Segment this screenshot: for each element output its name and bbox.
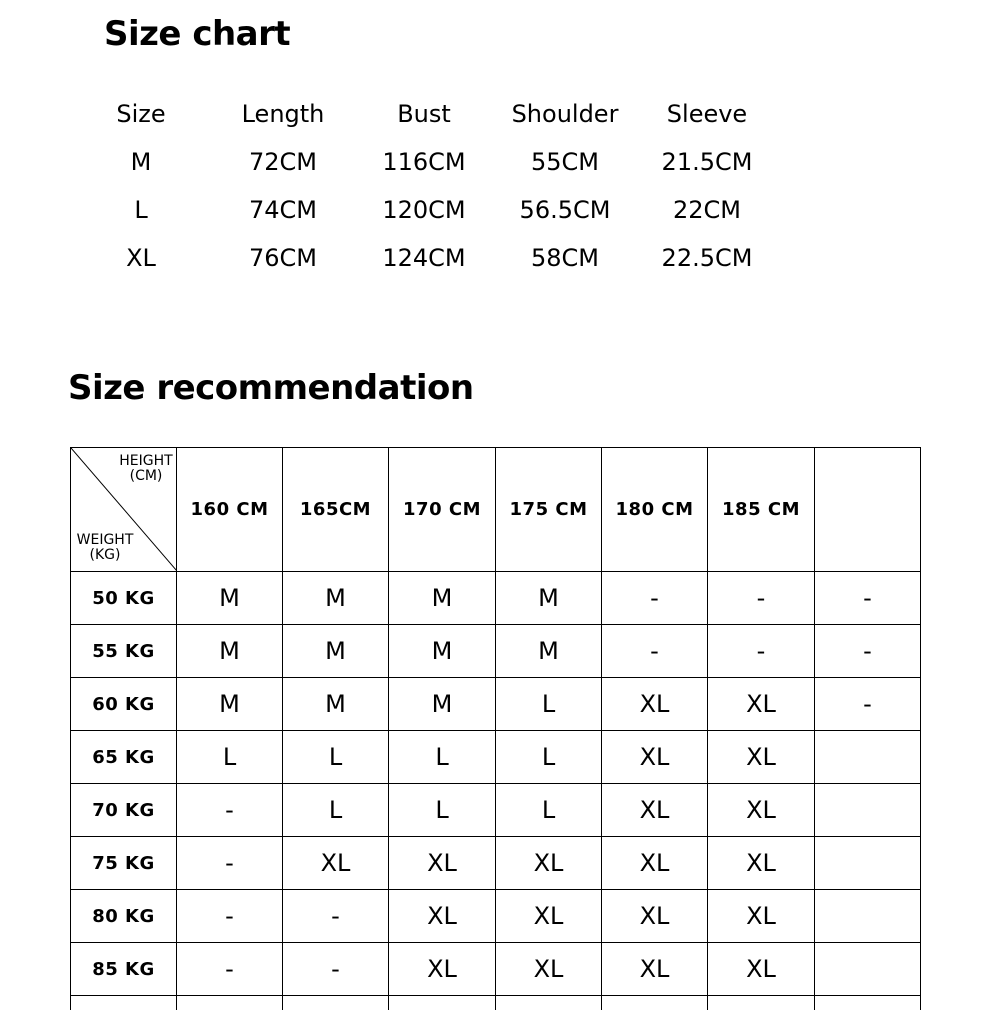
- size-cell: -: [708, 572, 815, 625]
- table-row-partial: [71, 996, 921, 1010]
- table-row: [71, 572, 921, 625]
- size-cell: M: [389, 572, 496, 625]
- empty-cell: [815, 996, 921, 1010]
- size-cell: XL: [496, 837, 602, 890]
- empty-cell: [389, 996, 496, 1010]
- size-cell: XL: [283, 837, 389, 890]
- size-cell: XL: [708, 943, 815, 996]
- size-cell: L: [389, 731, 496, 784]
- height-column-header: [815, 448, 921, 572]
- weight-unit: (KG): [89, 547, 121, 563]
- height-column-header: 170 CM: [389, 448, 496, 572]
- empty-cell: [177, 996, 283, 1010]
- corner-cell: [71, 448, 177, 572]
- size-cell: M: [389, 625, 496, 678]
- size-cell: XL: [602, 731, 708, 784]
- size-cell: [815, 943, 921, 996]
- chart-value-cell: 116CM: [382, 148, 466, 176]
- size-cell: M: [496, 572, 602, 625]
- chart-value-cell: 56.5CM: [519, 196, 611, 224]
- chart-value-cell: 74CM: [248, 196, 317, 224]
- size-cell: L: [496, 678, 602, 731]
- chart-header-cell: Size: [116, 100, 166, 128]
- size-cell: -: [708, 625, 815, 678]
- size-cell: XL: [602, 678, 708, 731]
- table-row: [71, 837, 921, 890]
- height-column-header: 185 CM: [708, 448, 815, 572]
- size-cell: M: [496, 625, 602, 678]
- table-row: [71, 784, 921, 837]
- size-cell: M: [283, 625, 389, 678]
- table-row: [71, 890, 921, 943]
- size-cell: M: [283, 572, 389, 625]
- size-cell: XL: [496, 943, 602, 996]
- chart-header-cell: Bust: [397, 100, 451, 128]
- size-cell: XL: [602, 890, 708, 943]
- chart-size-cell: M: [130, 148, 152, 176]
- height-label: HEIGHT: [119, 453, 173, 469]
- empty-cell: [71, 996, 177, 1010]
- chart-value-cell: 120CM: [382, 196, 466, 224]
- size-cell: M: [177, 678, 283, 731]
- size-cell: -: [815, 572, 921, 625]
- weight-row-header: 55 KG: [71, 625, 177, 678]
- size-cell: -: [602, 625, 708, 678]
- chart-value-cell: 76CM: [248, 244, 317, 272]
- empty-cell: [283, 996, 389, 1010]
- chart-header-cell: Sleeve: [666, 100, 748, 128]
- chart-header-cell: Length: [241, 100, 325, 128]
- chart-header-cell: Shoulder: [511, 100, 619, 128]
- size-cell: -: [177, 890, 283, 943]
- size-cell: XL: [602, 784, 708, 837]
- empty-cell: [496, 996, 602, 1010]
- size-recommendation-table: [70, 447, 921, 1010]
- size-cell: -: [602, 572, 708, 625]
- height-column-header: 160 CM: [177, 448, 283, 572]
- table-row: [71, 943, 921, 996]
- height-column-header: 165CM: [283, 448, 389, 572]
- weight-row-header: 80 KG: [71, 890, 177, 943]
- size-cell: XL: [602, 943, 708, 996]
- size-cell: XL: [389, 837, 496, 890]
- size-cell: L: [496, 784, 602, 837]
- chart-value-cell: 21.5CM: [661, 148, 753, 176]
- chart-value-cell: 55CM: [530, 148, 599, 176]
- chart-value-cell: 58CM: [530, 244, 599, 272]
- height-unit: (CM): [129, 468, 163, 484]
- size-cell: -: [815, 625, 921, 678]
- weight-axis-label: [73, 533, 137, 563]
- table-row: [71, 678, 921, 731]
- chart-size-cell: XL: [126, 244, 156, 272]
- weight-row-header: 70 KG: [71, 784, 177, 837]
- chart-size-cell: L: [134, 196, 148, 224]
- size-cell: XL: [602, 837, 708, 890]
- size-cell: -: [177, 943, 283, 996]
- size-cell: L: [177, 731, 283, 784]
- size-cell: -: [283, 943, 389, 996]
- size-cell: [815, 837, 921, 890]
- chart-value-cell: 22CM: [672, 196, 741, 224]
- weight-row-header: 85 KG: [71, 943, 177, 996]
- size-cell: [815, 890, 921, 943]
- size-cell: XL: [708, 890, 815, 943]
- weight-row-header: 75 KG: [71, 837, 177, 890]
- weight-row-header: 60 KG: [71, 678, 177, 731]
- size-cell: XL: [708, 678, 815, 731]
- size-recommendation-title: Size recommendation: [68, 368, 474, 408]
- size-cell: L: [283, 784, 389, 837]
- size-cell: L: [496, 731, 602, 784]
- chart-value-cell: 72CM: [248, 148, 317, 176]
- size-cell: XL: [389, 943, 496, 996]
- table-row: [71, 625, 921, 678]
- empty-cell: [708, 996, 815, 1010]
- size-cell: [815, 731, 921, 784]
- size-cell: M: [389, 678, 496, 731]
- size-cell: -: [283, 890, 389, 943]
- size-chart-title: Size chart: [104, 14, 291, 54]
- table-row: [71, 731, 921, 784]
- chart-value-cell: 124CM: [382, 244, 466, 272]
- height-axis-label: [115, 454, 177, 484]
- size-cell: XL: [708, 731, 815, 784]
- size-cell: XL: [708, 784, 815, 837]
- size-cell: M: [177, 625, 283, 678]
- size-cell: L: [389, 784, 496, 837]
- size-cell: -: [177, 837, 283, 890]
- size-cell: L: [283, 731, 389, 784]
- size-cell: M: [177, 572, 283, 625]
- weight-row-header: 50 KG: [71, 572, 177, 625]
- height-column-header: 175 CM: [496, 448, 602, 572]
- header-row: [71, 448, 921, 572]
- height-column-header: 180 CM: [602, 448, 708, 572]
- size-cell: -: [177, 784, 283, 837]
- size-cell: XL: [708, 837, 815, 890]
- size-cell: -: [815, 678, 921, 731]
- weight-row-header: 65 KG: [71, 731, 177, 784]
- size-cell: M: [283, 678, 389, 731]
- size-cell: XL: [389, 890, 496, 943]
- size-cell: [815, 784, 921, 837]
- size-cell: XL: [496, 890, 602, 943]
- weight-label: WEIGHT: [76, 532, 134, 548]
- empty-cell: [602, 996, 708, 1010]
- chart-value-cell: 22.5CM: [661, 244, 753, 272]
